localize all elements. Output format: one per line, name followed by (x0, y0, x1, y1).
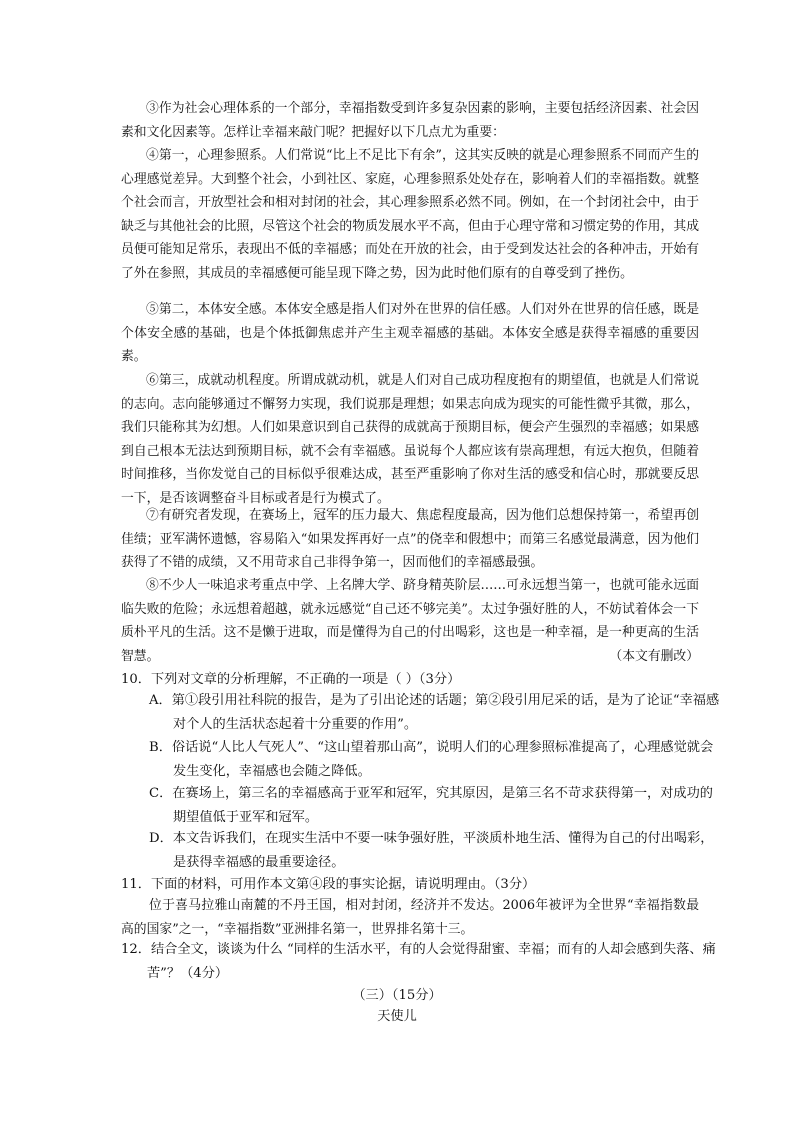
paragraph-3: ③作为社会心理体系的一个部分，幸福指数受到许多复杂因素的影响，主要包括经济因素、社会因素和文化因素等。怎样让幸福来敲门呢？把握好以下几点尤为重要： (121, 101, 699, 140)
question-11-material: 位于喜马拉雅山南麓的不丹王国，相对封闭，经济并不发达。2006年被评为全世界“幸福指数最高的国家”之一，“幸福指数”亚洲排名第一，世界排名第十三。 (121, 898, 699, 937)
paragraph-8: ⑧不少人一味追求考重点中学、上名牌大学、跻身精英阶层……可永远想当第一，也就可能永远面临失败的危险；永远想着超越，就永远感觉“自己还不够完美”。太过争强好胜的人，不妨试着体会一下质朴平凡的生活。这不是懒于进取，而是懂得为自己的付出喝彩，这也是一种幸福，是一种更高的生活智慧。 (121, 578, 699, 664)
question-10-option-b: B．俗话说“人比人气死人”、“这山望着那山高”，说明人们的心理参照标准提高了，心理感觉就会发生变化，幸福感也会随之降低。 (149, 740, 714, 779)
paragraph-5: ⑤第二，本体安全感。本体安全感是指人们对外在世界的信任感。人们对外在世界的信任感，既是个体安全感的基础，也是个体抵御焦虑并产生主观幸福感的基础。本体安全感是获得幸福感的重要因素。 (121, 302, 699, 365)
question-10-stem: 10．下列对文章的分析理解，不正确的一项是（ ）（3分） (121, 672, 461, 687)
paragraph-6: ⑥第三，成就动机程度。所谓成就动机，就是人们对自己成功程度抱有的期望值，也就是人们常说的志向。志向能够通过不懈努力实现，我们说那是理想；如果志向成为现实的可能性微乎其微，那么，我们只能称其为幻想。人们如果意识到自己获得的成就高于预期目标，便会产生强烈的幸福感；如果感到自己根本无法达到预期目标，就不会有幸福感。虽说每个人都应该有崇高理想，有远大抱负，但随着时间推移，当你发觉自己的目标似乎很难达成，甚至严重影响了你对生活的感受和信心时，那就要反思一下，是否该调整奋斗目标或者是行为模式了。 (121, 373, 699, 506)
question-10-option-c: C．在赛场上，第三名的幸福感高于亚军和冠军，究其原因，是第三名不苛求获得第一，对成功的期望值低于亚军和冠军。 (149, 786, 713, 825)
question-12-stem: 12．结合全文，谈谈为什么 “同样的生活水平，有的人会觉得甜蜜、幸福；而有的人却会感到失落、痛苦”？（4分） (121, 942, 716, 981)
paragraph-7: ⑦有研究者发现，在赛场上，冠军的压力最大、焦虑程度最高，因为他们总想保持第一，希望再创佳绩；亚军满怀遗憾，容易陷入“如果发挥再好一点”的侥幸和假想中；而第三名感觉最满意，因为他们获得了不错的成绩，又不用苛求自己非得争第一，因而他们的幸福感最强。 (121, 508, 699, 571)
question-10-option-a: A．第①段引用社科院的报告，是为了引出论述的话题；第②段引用尼采的话，是为了论证“幸福感对个人的生活状态起着十分重要的作用”。 (149, 693, 720, 732)
source-note: （本文有删改） (609, 649, 699, 664)
section-title: 天使儿 (377, 1009, 417, 1024)
question-10-option-d: D．本文告诉我们，在现实生活中不要一味争强好胜，平淡质朴地生活、懂得为自己的付出喝彩，是获得幸福感的最重要途径。 (149, 831, 714, 870)
paragraph-4: ④第一，心理参照系。人们常说“比上不足比下有余”，这其实反映的就是心理参照系不同而产生的心理感觉差异。大到整个社会，小到社区、家庭，心理参照系处处存在，影响着人们的幸福指数。就整个社会而言，开放型社会和相对封闭的社会，其心理参照系必然不同。例如，在一个封闭社会中，由于缺乏与其他社会的比照，尽管这个社会的物质发展水平不高，但由于心理守常和习惯定势的作用，其成员便可能知足常乐，表现出不低的幸福感；而处在开放的社会，由于受到发达社会的各种冲击，开始有了外在参照，其成员的幸福感便可能呈现下降之势，因为此时他们原有的自尊受到了挫伤。 (121, 148, 699, 281)
section-heading: （三）（15分） (352, 988, 442, 1003)
question-11-stem: 11．下面的材料，可用作本文第④段的事实论据，请说明理由。（3分） (121, 877, 536, 892)
